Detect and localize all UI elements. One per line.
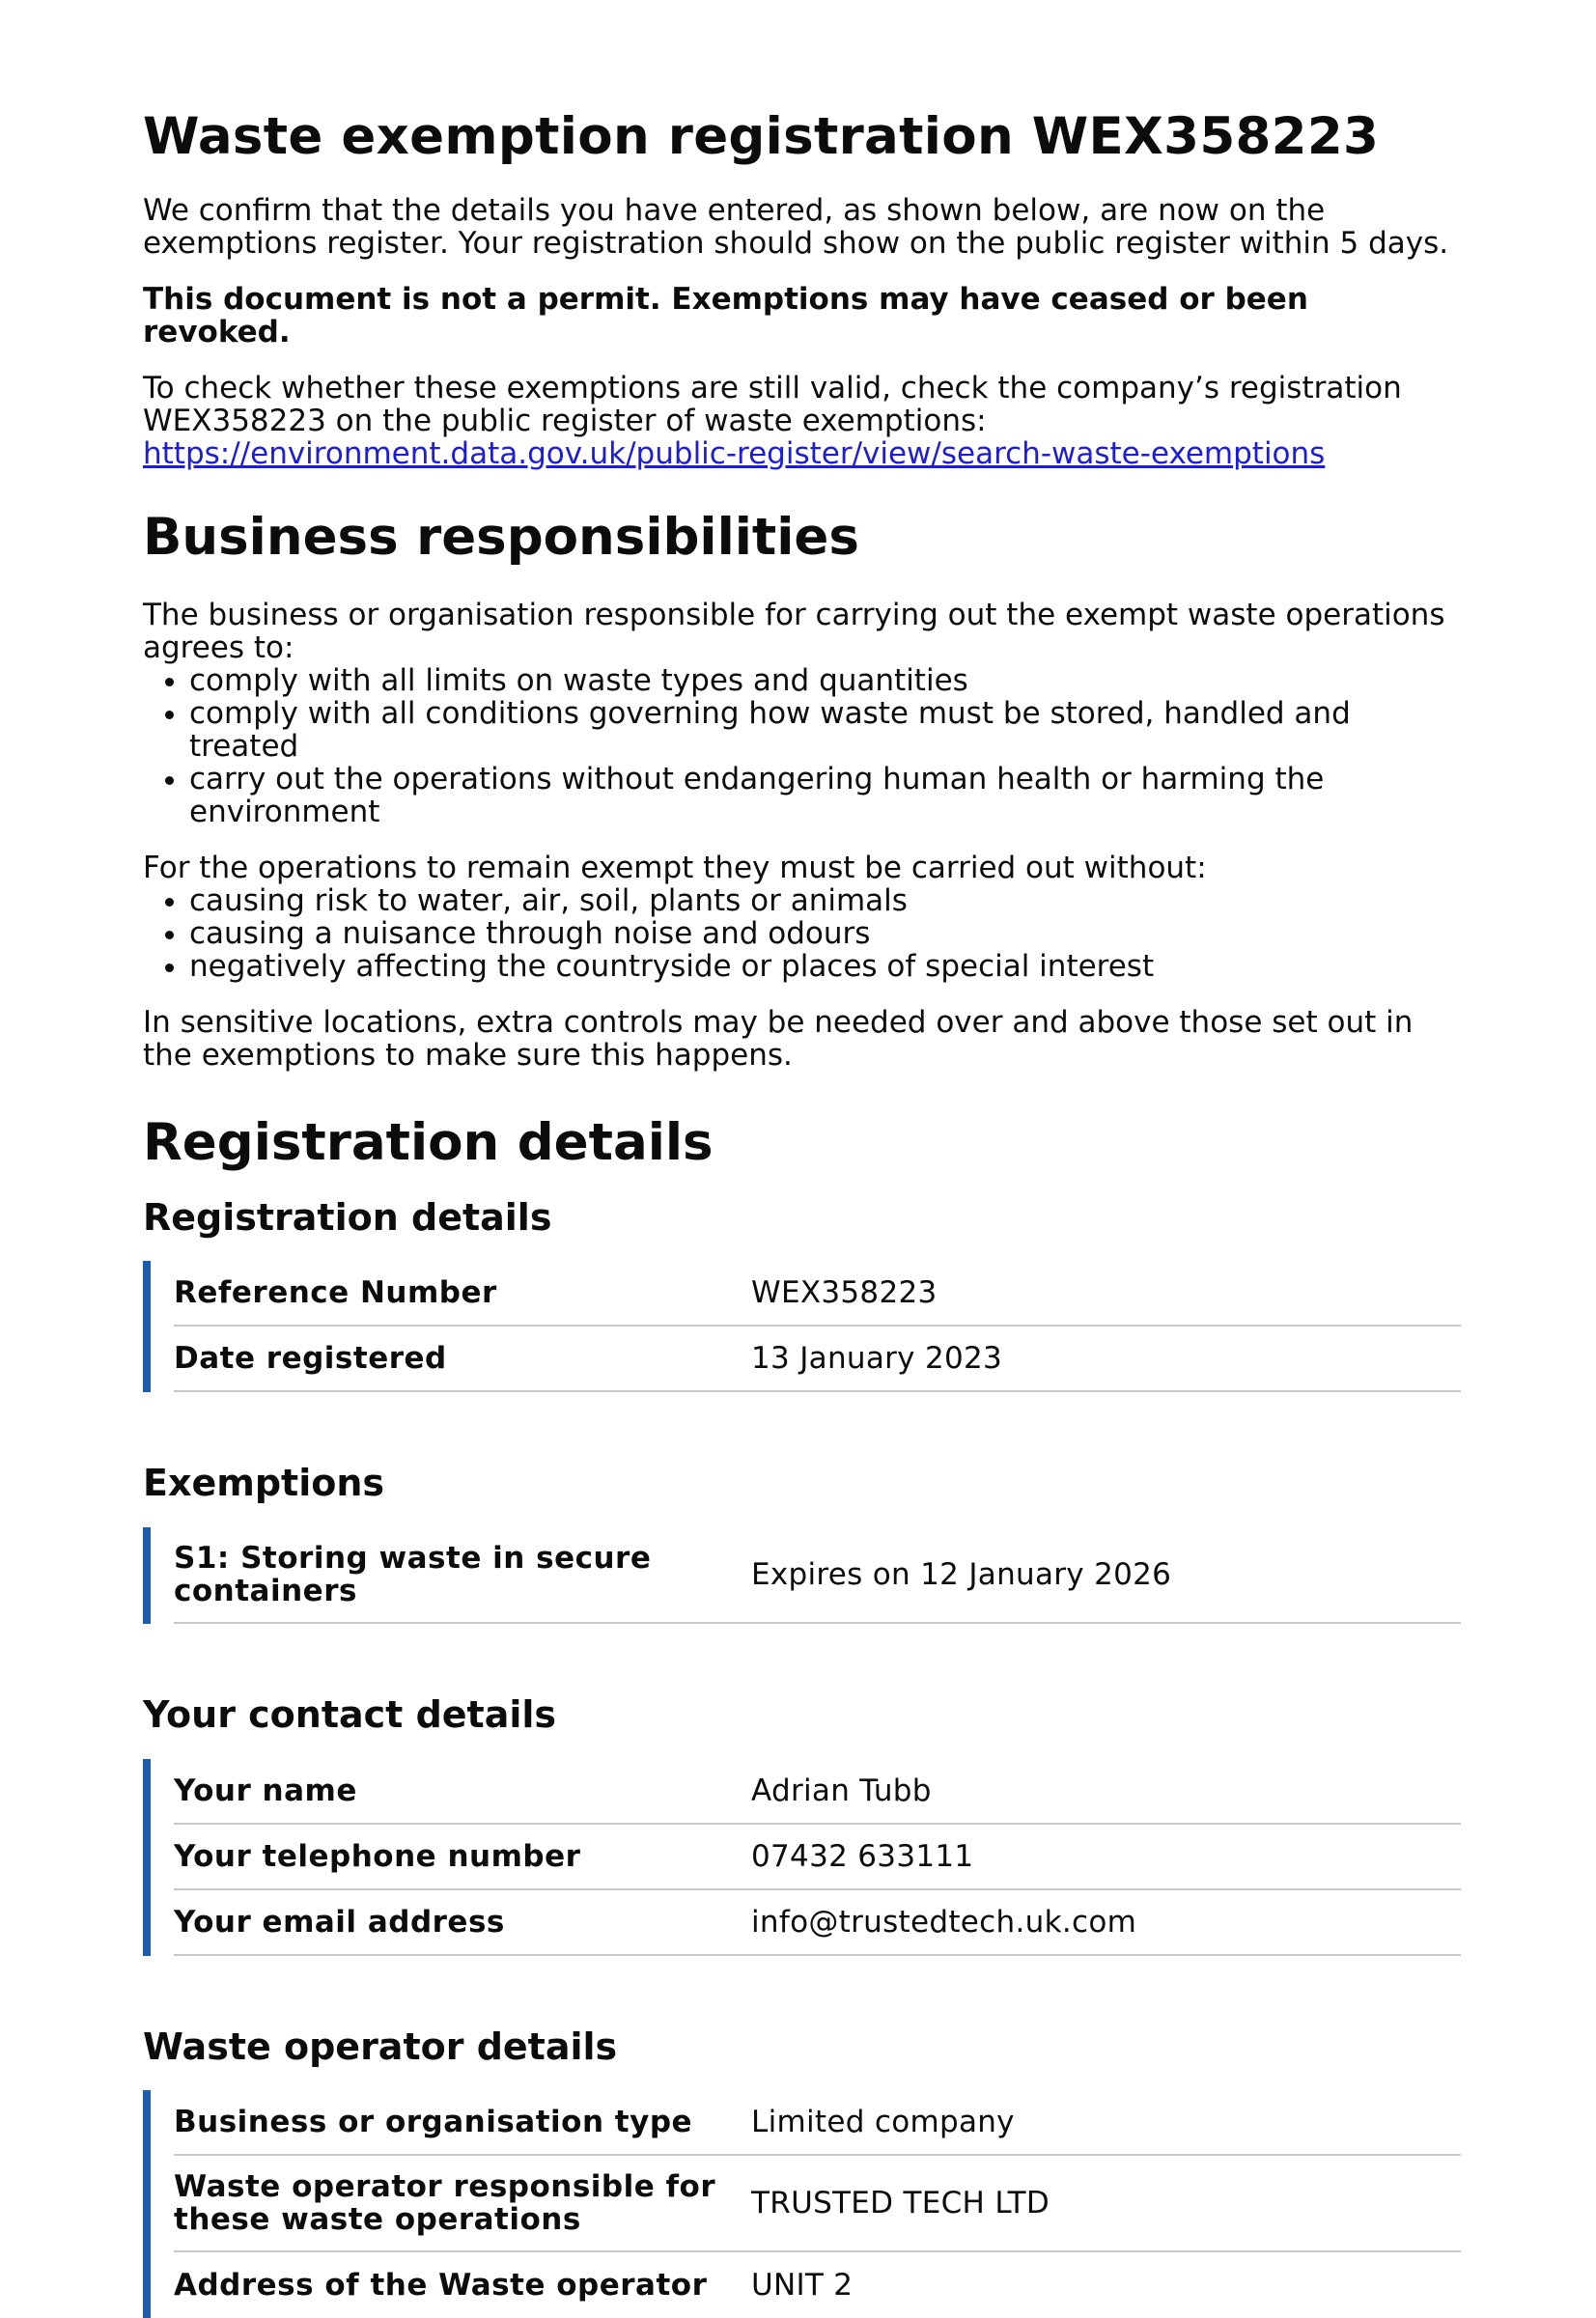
summary-value: WEX358223 — [751, 1275, 938, 1311]
summary-row — [174, 1527, 1461, 1624]
summary-key: Your email address — [174, 1904, 505, 1940]
summary-value: Adrian Tubb — [751, 1773, 932, 1808]
agrees-intro: The business or organisation responsible for carrying out the exempt waste operations agrees to: — [143, 597, 1445, 665]
document-page — [143, 108, 1461, 2318]
list-item: • causing a nuisance through noise and odours — [189, 917, 1461, 950]
sensitive-text: In sensitive locations, extra controls may be needed over and above those set out in the exemptions to make sure this happens. — [143, 1004, 1414, 1073]
summary-value: 07432 633111 — [751, 1838, 974, 1874]
contact-summary — [143, 1759, 1461, 1956]
registration-heading: Registration details — [143, 1112, 714, 1172]
summary-row — [174, 1825, 1461, 1890]
summary-key: Business or organisation type — [174, 2105, 693, 2140]
summary-value: info@trustedtech.uk.com — [751, 1904, 1137, 1940]
summary-value: Expires on 12 January 2026 — [751, 1557, 1172, 1592]
summary-value: Limited company — [751, 2105, 1015, 2140]
summary-value: UNIT 2 — [751, 2268, 854, 2304]
business-heading: Business responsibilities — [143, 507, 859, 567]
list-item: • carry out the operations without endangering human health or harming the environment — [189, 763, 1461, 828]
summary-value: TRUSTED TECH LTD — [751, 2186, 1050, 2221]
summary-key: Your name — [174, 1773, 357, 1808]
summary-row — [174, 2252, 1461, 2318]
page-title: Waste exemption registration WEX358223 — [143, 107, 1380, 166]
list-item: • causing risk to water, air, soil, plants or animals — [189, 884, 1461, 917]
summary-key: Your telephone number — [174, 1838, 581, 1874]
summary-key: Waste operator responsible for these waste operations — [174, 2169, 716, 2238]
intro-text: We confirm that the details you have entered, as shown below, are now on the exemptions register. Your registration should show on the public register within 5 days. — [143, 192, 1449, 261]
section-title-exemptions: Exemptions — [143, 1462, 385, 1505]
list-item: • negatively affecting the countryside or places of special interest — [189, 950, 1461, 983]
list-item: • comply with all conditions governing how waste must be stored, handled and treated — [189, 697, 1461, 763]
summary-key: S1: Storing waste in secure containers — [174, 1541, 652, 1608]
list-item: • comply with all limits on waste types and quantities — [189, 664, 1461, 697]
public-register-link[interactable]: https://environment.data.gov.uk/public-register/view/search-waste-exemptions — [143, 435, 1326, 471]
summary-row — [174, 2156, 1461, 2252]
summary-key: Reference Number — [174, 1275, 497, 1311]
check-paragraph — [143, 372, 1461, 470]
section-title-contact: Your contact details — [143, 1693, 557, 1736]
registration-summary — [143, 1261, 1461, 1392]
permit-warning: This document is not a permit. Exemptions may have ceased or been revoked. — [143, 281, 1308, 349]
summary-row — [174, 1261, 1461, 1327]
operator-summary — [143, 2090, 1461, 2318]
summary-row — [174, 2090, 1461, 2156]
without-intro: For the operations to remain exempt they must be carried out without: — [143, 850, 1207, 885]
summary-row — [174, 1759, 1461, 1825]
section-title-registration: Registration details — [143, 1195, 552, 1239]
section-title-operator: Waste operator details — [143, 2025, 618, 2068]
summary-row — [174, 1327, 1461, 1392]
without-list — [143, 884, 1461, 983]
summary-value: 13 January 2023 — [751, 1341, 1003, 1377]
check-text: To check whether these exemptions are still valid, check the company’s registration WEX358223 on the public register of waste exemptions: — [143, 370, 1402, 438]
summary-key: Address of the Waste operator — [174, 2268, 708, 2304]
agrees-list — [143, 664, 1461, 828]
summary-row — [174, 1890, 1461, 1956]
exemptions-summary — [143, 1527, 1461, 1624]
summary-key: Date registered — [174, 1341, 447, 1377]
